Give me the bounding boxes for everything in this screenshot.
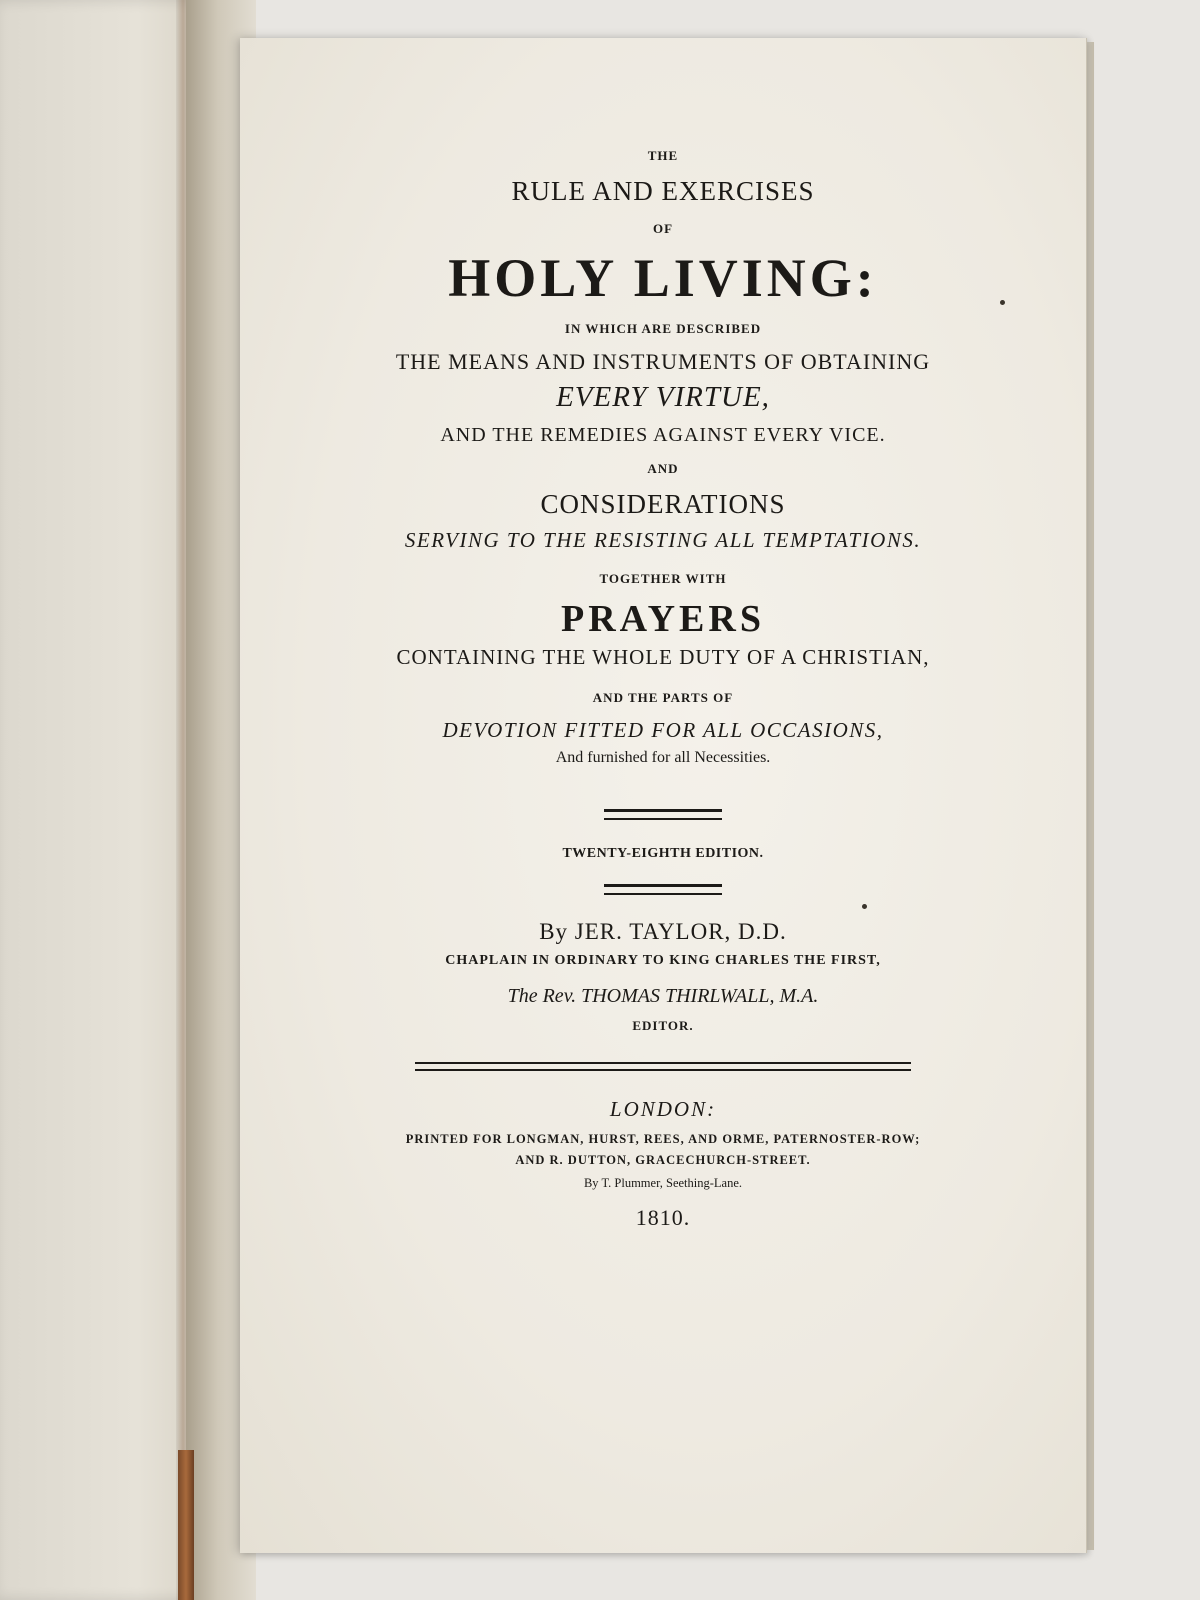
subtitle-in-which: IN WHICH ARE DESCRIBED: [564, 321, 762, 336]
subtitle-means: THE MEANS AND INSTRUMENTS OF OBTAINING: [395, 349, 931, 374]
imprint-rule: [415, 1062, 911, 1071]
subtitle-prayers: PRAYERS: [561, 598, 765, 640]
author-title: CHAPLAIN IN ORDINARY TO KING CHARLES THE FIRST,: [445, 953, 881, 968]
subtitle-together-with: TOGETHER WITH: [599, 571, 727, 586]
subtitle-considerations: CONSIDERATIONS: [540, 489, 786, 519]
editor-label: EDITOR.: [632, 1018, 694, 1033]
author-line: By JER. TAYLOR, D.D.: [539, 919, 787, 944]
main-title: HOLY LIVING:: [448, 248, 878, 308]
subtitle-containing: CONTAINING THE WHOLE DUTY OF A CHRISTIAN,: [396, 645, 930, 669]
imprint-printer: By T. Plummer, Seething-Lane.: [583, 1176, 743, 1190]
subtitle-remedies: AND THE REMEDIES AGAINST EVERY VICE.: [440, 424, 886, 446]
subtitle-serving: SERVING TO THE RESISTING ALL TEMPTATIONS.: [404, 528, 922, 552]
subtitle-devotion: DEVOTION FITTED FOR ALL OCCASIONS,: [442, 718, 884, 742]
leather-binding: [178, 1450, 194, 1600]
subtitle-every-virtue: EVERY VIRTUE,: [556, 381, 770, 413]
imprint-dutton: AND R. DUTTON, GRACECHURCH-STREET.: [515, 1153, 811, 1167]
ornamental-rule: [604, 809, 722, 820]
title-page: [240, 38, 1087, 1553]
imprint-printed-for: PRINTED FOR LONGMAN, HURST, REES, AND ORME, PATERNOSTER-ROW;: [405, 1132, 921, 1146]
ornamental-rule: [604, 884, 722, 895]
foxing-speck: [862, 904, 867, 909]
title-rule-and-exercises: RULE AND EXERCISES: [511, 176, 815, 206]
title-page-text: [240, 148, 1086, 1231]
page-block-edge: [1086, 42, 1094, 1550]
imprint-place: LONDON:: [609, 1097, 717, 1121]
title-of: OF: [652, 221, 674, 236]
title-the: THE: [647, 148, 679, 163]
edition-statement: TWENTY-EIGHTH EDITION.: [562, 846, 764, 861]
subtitle-furnished: And furnished for all Necessities.: [555, 749, 771, 766]
subtitle-parts-of: AND THE PARTS OF: [592, 690, 734, 705]
subtitle-and: AND: [647, 461, 679, 476]
foxing-speck: [1000, 300, 1005, 305]
imprint-year: 1810.: [635, 1205, 691, 1230]
editor-name: The Rev. THOMAS THIRLWALL, M.A.: [507, 985, 819, 1007]
